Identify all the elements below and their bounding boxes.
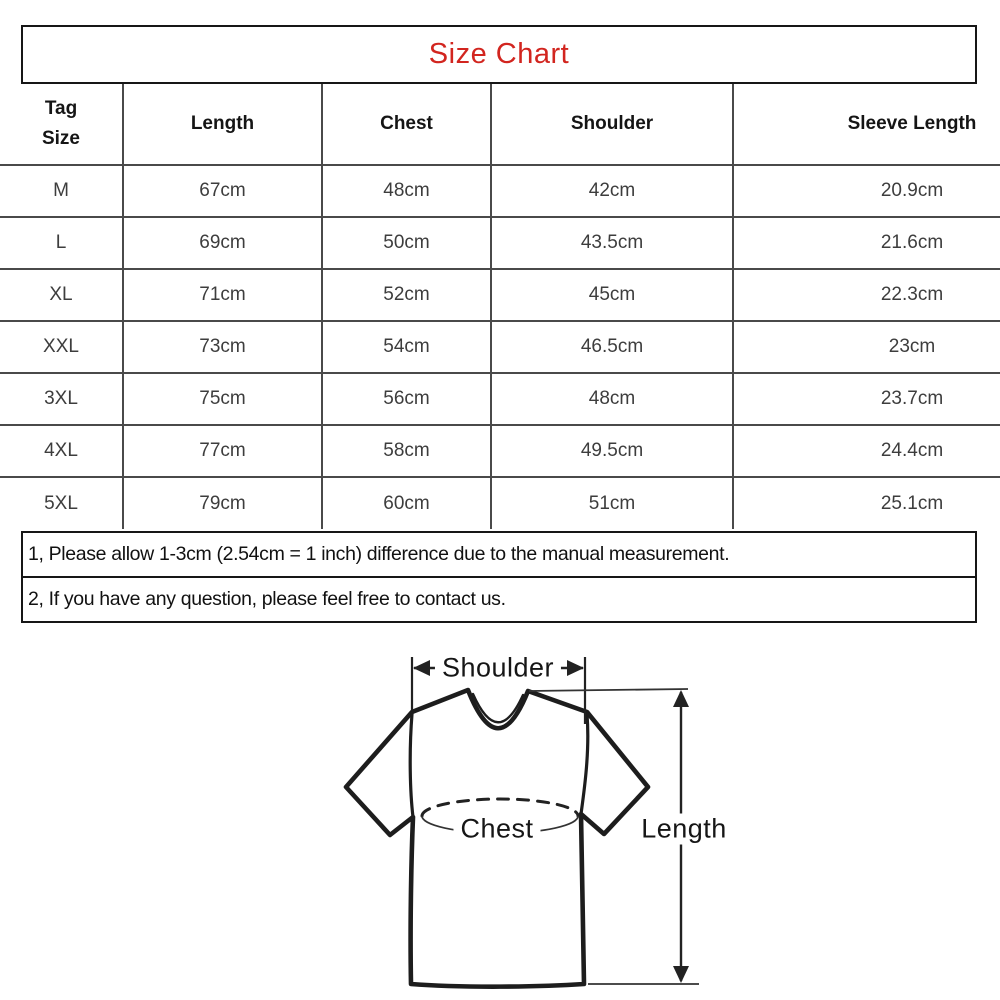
chest-cell: 58cm [322,425,491,477]
sleeve-cell: 22.3cm [733,269,1000,321]
length-cell: 69cm [123,217,322,269]
length-cell: 79cm [123,477,322,529]
chest-cell: 50cm [322,217,491,269]
table-row [0,477,1000,529]
chest-cell: 60cm [322,477,491,529]
column-header-chest: Chest [322,84,491,165]
length-arrowhead-bottom [673,966,689,983]
page-title: Size Chart [428,38,570,70]
size-cell: XXL [0,321,123,373]
neck-connector-line [529,689,688,691]
note-measurement-tolerance: 1, Please allow 1-3cm (2.54cm = 1 inch) difference due to the manual measurement. [23,533,975,578]
column-header-tag-size [0,84,123,165]
table-row [0,321,1000,373]
chest-cell: 52cm [322,269,491,321]
length-cell: 73cm [123,321,322,373]
table-row [0,217,1000,269]
size-chart-title-box [21,25,977,84]
sleeve-cell: 21.6cm [733,217,1000,269]
shoulder-cell: 46.5cm [491,321,733,373]
column-header-label: Tag Size [41,97,81,149]
sleeve-cell: 20.9cm [733,165,1000,217]
chest-cell: 48cm [322,165,491,217]
chest-cell: 56cm [322,373,491,425]
table-row [0,165,1000,217]
size-table [0,84,1000,529]
sleeve-cell: 24.4cm [733,425,1000,477]
notes-box [21,531,977,623]
chest-dimension-label: Chest [453,814,540,845]
shoulder-arrowhead-left [413,660,430,676]
shoulder-cell: 49.5cm [491,425,733,477]
size-cell: M [0,165,123,217]
shoulder-cell: 51cm [491,477,733,529]
length-arrowhead-top [673,690,689,707]
column-header-length: Length [123,84,322,165]
shoulder-cell: 43.5cm [491,217,733,269]
sleeve-cell: 25.1cm [733,477,1000,529]
size-table-container [0,84,1000,531]
column-header-shoulder: Shoulder [491,84,733,165]
length-cell: 71cm [123,269,322,321]
size-cell: 4XL [0,425,123,477]
size-cell: 5XL [0,477,123,529]
shoulder-dimension-label: Shoulder [435,653,561,684]
table-row [0,269,1000,321]
sleeve-cell: 23cm [733,321,1000,373]
size-cell: L [0,217,123,269]
shoulder-cell: 48cm [491,373,733,425]
length-cell: 77cm [123,425,322,477]
note-contact: 2, If you have any question, please feel free to contact us. [23,578,975,621]
length-cell: 75cm [123,373,322,425]
length-cell: 67cm [123,165,322,217]
length-dimension-label: Length [634,814,734,845]
size-cell: 3XL [0,373,123,425]
chest-cell: 54cm [322,321,491,373]
table-row [0,425,1000,477]
table-row [0,373,1000,425]
column-header-sleeve-length: Sleeve Length [733,84,1000,165]
size-cell: XL [0,269,123,321]
shoulder-cell: 42cm [491,165,733,217]
shoulder-cell: 45cm [491,269,733,321]
sleeve-cell: 23.7cm [733,373,1000,425]
table-header-row [0,84,1000,165]
shoulder-arrowhead-right [567,660,584,676]
